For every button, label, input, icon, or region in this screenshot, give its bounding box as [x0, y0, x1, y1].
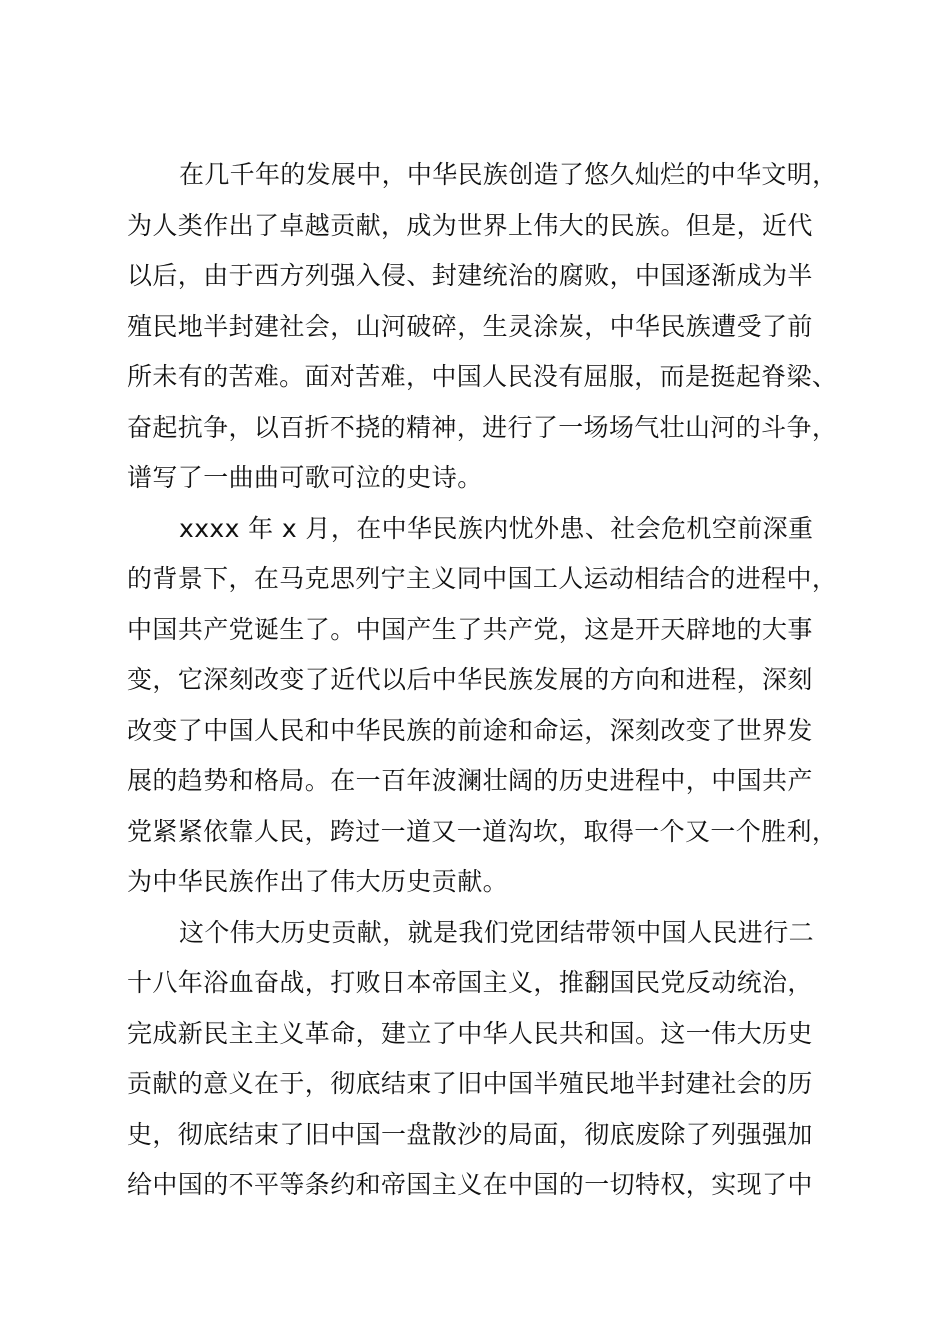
text-line: 为中华民族作出了伟大历史贡献。 [127, 867, 509, 896]
text-line: 所未有的苦难。面对苦难，中国人民没有屈服，而是挺起脊梁、 [127, 362, 838, 391]
text-line: 这个伟大历史贡献，就是我们党团结带领中国人民进行二 [179, 917, 815, 947]
text-line: 的背景下，在马克思列宁主义同中国工人运动相结合的进程中， [127, 564, 838, 593]
text-line: 以后，由于西方列强入侵、封建统治的腐败，中国逐渐成为半 [127, 261, 813, 290]
paragraph-3 [127, 908, 837, 1211]
text-line: 史，彻底结束了旧中国一盘散沙的局面，彻底废除了列强强加 [127, 1119, 813, 1149]
text-line: 为人类作出了卓越贡献，成为世界上伟大的民族。但是，近代 [127, 210, 813, 240]
text-line: xxxx 年 x 月，在中华民族内忧外患、社会危机空前深重 [179, 513, 814, 543]
text-line: 中国共产党诞生了。中国产生了共产党，这是开天辟地的大事 [127, 614, 813, 644]
text-line: 奋起抗争，以百折不挠的精神，进行了一场场气壮山河的斗争， [127, 412, 838, 442]
text-line: 展的趋势和格局。在一百年波澜壮阔的历史进程中，中国共产 [127, 766, 813, 795]
paragraph-1 [127, 150, 837, 504]
text-line: 殖民地半封建社会，山河破碎，生灵涂炭，中华民族遭受了前 [127, 311, 813, 341]
text-line: 贡献的意义在于，彻底结束了旧中国半殖民地半封建社会的历 [127, 1069, 813, 1098]
text-line: 完成新民主主义革命，建立了中华人民共和国。这一伟大历史 [127, 1018, 813, 1048]
text-line: 变，它深刻改变了近代以后中华民族发展的方向和进程，深刻 [127, 665, 813, 694]
text-line: 给中国的不平等条约和帝国主义在中国的一切特权，实现了中 [127, 1170, 813, 1199]
text-line: 谱写了一曲曲可歌可泣的史诗。 [127, 463, 483, 492]
text-line: 改变了中国人民和中华民族的前途和命运，深刻改变了世界发 [127, 715, 813, 745]
paragraph-2 [127, 504, 837, 908]
document-body [127, 150, 837, 1211]
text-line: 党紧紧依靠人民，跨过一道又一道沟坎，取得一个又一个胜利， [127, 816, 838, 846]
text-line: 十八年浴血奋战，打败日本帝国主义，推翻国民党反动统治， [127, 968, 813, 997]
text-line: 在几千年的发展中，中华民族创造了悠久灿烂的中华文明， [179, 160, 838, 189]
